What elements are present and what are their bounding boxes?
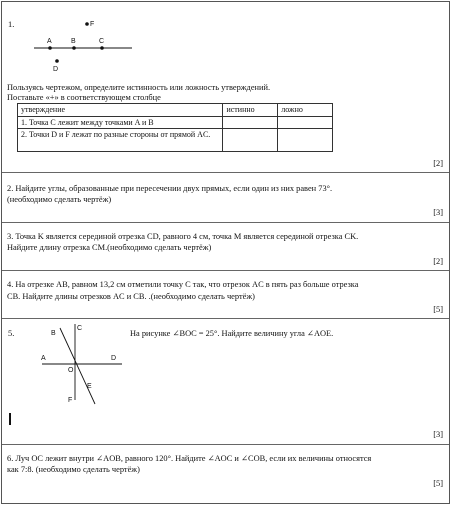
row2-statement: 2. Точки D и F лежат по разные стороны от прямой AC. [18, 129, 223, 152]
table-row [18, 129, 333, 152]
q1-score: [2] [433, 159, 443, 168]
q5-text: На рисунке ∠BOC = 25°. Найдите величину угла ∠AOE. [130, 329, 334, 338]
label-c: C [77, 325, 83, 332]
row1-false-cell[interactable] [278, 116, 333, 129]
label-f: F [90, 21, 95, 28]
label-d: D [53, 66, 59, 73]
label-b: B [71, 38, 76, 45]
header-true: истинно [223, 104, 278, 117]
point-b [72, 46, 76, 50]
q6-score: [5] [433, 479, 443, 488]
q2-line-1: 2. Найдите углы, образованные при пересечении двух прямых, если один из них равен 73°. [7, 184, 333, 193]
q6-line-1: 6. Луч OC лежит внутри ∠AOB, равного 120°. Найдите ∠AOC и ∠COB, если их величины относятся [7, 454, 372, 463]
divider [2, 318, 449, 319]
q1-instruction-1: Пользуясь чертежом, определите истинность или ложность утверждений. [7, 83, 271, 92]
row1-statement: 1. Точка C лежит между точками A и B [18, 116, 223, 129]
q4-line-2: CB. Найдите длины отрезков AC и CB. .(необходимо сделать чертёж) [7, 292, 255, 301]
table-row [18, 116, 333, 129]
worksheet-page [1, 1, 450, 504]
q6-line-2: как 7:8. (необходимо сделать чертёж) [7, 465, 140, 474]
q4-score: [5] [433, 305, 443, 314]
q5-figure [37, 320, 132, 410]
q4-line-1: 4. На отрезке AB, равном 13,2 см отметили точку C так, что отрезок AC в пять раз больше отрезка [7, 280, 359, 289]
label-f: F [68, 397, 73, 404]
row1-true-cell[interactable] [223, 116, 278, 129]
q1-table [17, 103, 333, 152]
label-d: D [111, 355, 117, 362]
label-a: A [47, 38, 52, 45]
row2-false-cell[interactable] [278, 129, 333, 152]
header-false: ложно [278, 104, 333, 117]
q5-score: [3] [433, 430, 443, 439]
q1-figure [32, 16, 142, 76]
q3-line-1: 3. Точка K является серединой отрезка CD, равного 4 см, точка M является серединой отрезка CK. [7, 232, 359, 241]
divider [2, 222, 449, 223]
table-header-row [18, 104, 333, 117]
q1-number: 1. [8, 20, 15, 29]
q3-score: [2] [433, 257, 443, 266]
label-b: B [51, 330, 56, 337]
q2-score: [3] [433, 208, 443, 217]
point-f [85, 22, 89, 26]
divider [2, 172, 449, 173]
point-d [55, 59, 59, 63]
header-statement: утверждение [18, 104, 223, 117]
label-o: O [68, 367, 74, 374]
point-c [100, 46, 104, 50]
point-a [48, 46, 52, 50]
label-a: A [41, 355, 46, 362]
label-c: C [99, 38, 105, 45]
divider [2, 444, 449, 445]
q2-line-2: (необходимо сделать чертёж) [7, 195, 112, 204]
q5-number: 5. [8, 329, 15, 338]
q3-line-2: Найдите длину отрезка CM.(необходимо сделать чертёж) [7, 243, 212, 252]
divider [2, 270, 449, 271]
row2-true-cell[interactable] [223, 129, 278, 152]
q1-instruction-2: Поставьте «+» в соответствующем столбце [7, 93, 161, 102]
label-e: E [87, 383, 92, 390]
text-cursor [9, 413, 11, 425]
